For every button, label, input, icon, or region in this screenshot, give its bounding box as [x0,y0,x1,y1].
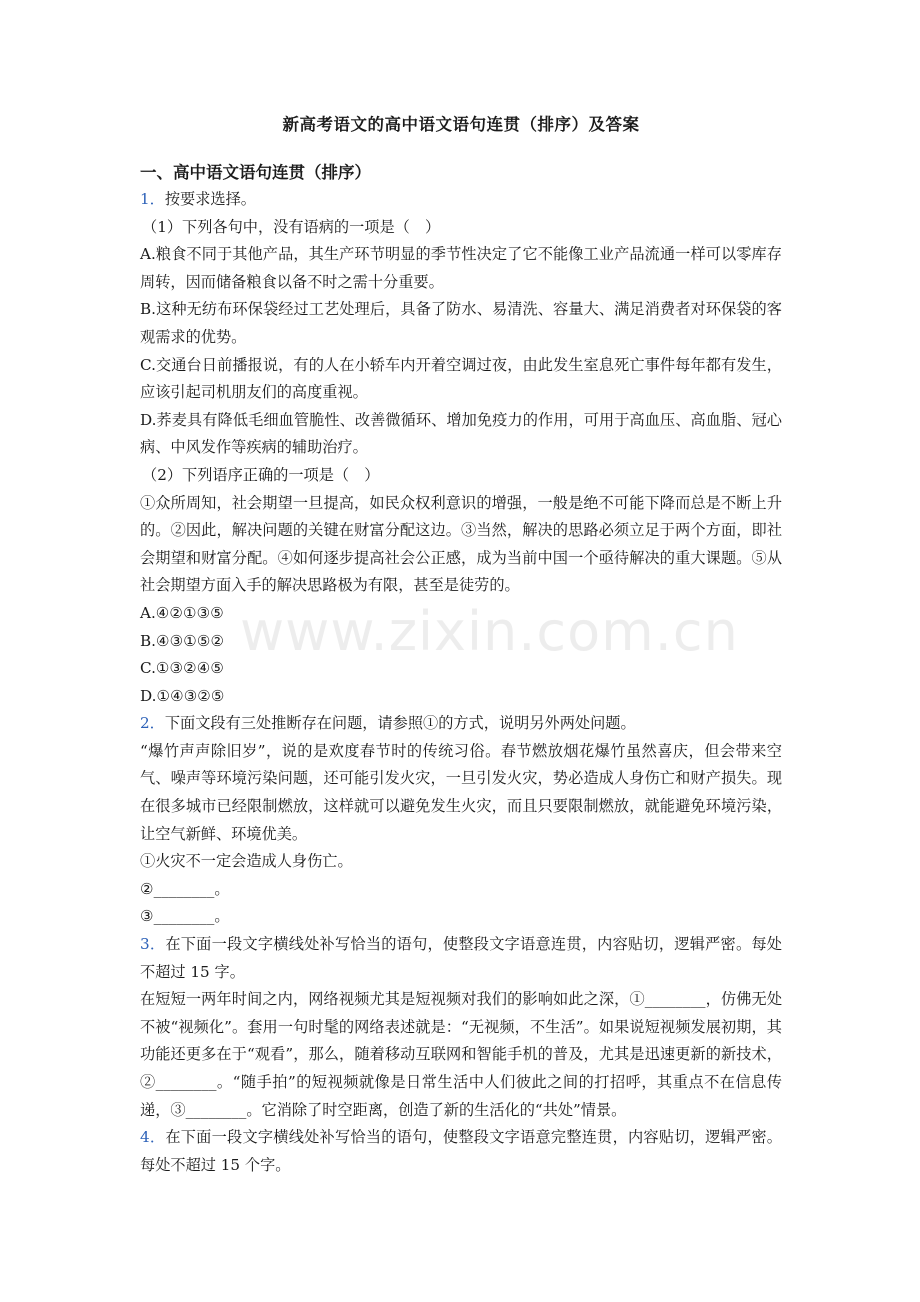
q1-choice-b: B.④③①⑤② [140,631,225,650]
q1-option-b: B.这种无纺布环保袋经过工艺处理后，具备了防水、易清洗、容量大、满足消费者对环保袋的客观需求的优势。 [140,300,782,346]
question-2-stem [140,710,782,738]
q3-passage: 在短短一两年时间之内，网络视频尤其是短视频对我们的影响如此之深，①________，仿佛无处不被“视频化”。套用一句时髦的网络表述就是：“无视频，不生活”。如果说短视频发展初期，其功能还更多在于“观看”，那么，随着移动互联网和智能手机的普及，尤其是迅速更新的新技术，②________。“随手拍”的短视频就像是日常生活中人们彼此之间的打招呼，其重点不在信息传递，③________。它消除了时空距离，创造了新的生活化的“共处”情景。 [140,990,782,1119]
question-text: 下面文段有三处推断存在问题，请参照①的方式，说明另外两处问题。 [164,714,636,733]
q1-option-a: A.粮食不同于其他产品，其生产环节明显的季节性决定了它不能像工业产品流通一样可以零库存周转，因而储备粮食以备不时之需十分重要。 [140,245,782,291]
question-number: 3． [140,935,166,954]
document-page [140,110,782,1179]
q1-option-d: D.荞麦具有降低毛细血管脆性、改善微循环、增加免疫力的作用，可用于高血压、高血脂、冠心病、中风发作等疾病的辅助治疗。 [140,410,782,457]
question-number: 2． [140,714,165,733]
question-number: 1． [140,190,165,208]
question-1-stem [140,186,782,214]
document-title: 新高考语文的高中语文语句连贯（排序）及答案 [282,115,640,134]
q1-choice-c: C.①③②④⑤ [140,659,224,678]
q1-passage: ①众所周知，社会期望一旦提高，如民众权利意识的增强，一般是绝不可能下降而总是不断上升的。②因此，解决问题的关键在财富分配这边。③当然，解决的思路必须立足于两个方面，即社会期望和财富分配。④如何逐步提高社会公正感，成为当前中国一个亟待解决的重大课题。⑤从社会期望方面入手的解决思路极为有限，甚至是徒劳的。 [140,493,782,595]
question-1-sub1: （1）下列各句中，没有语病的一项是（ ） [142,217,441,236]
question-number: 4． [140,1128,166,1147]
question-text: 按要求选择。 [164,190,256,208]
q2-item-1: ①火灾不一定会造成人身伤亡。 [140,852,353,871]
question-text: 在下面一段文字横线处补写恰当的语句，使整段文字语意连贯，内容贴切，逻辑严密。每处不超过 15 字。 [140,935,782,981]
q2-item-2: ②________。 [140,879,230,898]
q2-item-3: ③________。 [140,907,230,926]
question-1-sub2: （2）下列语序正确的一项是（ ） [142,465,380,484]
question-4-stem [140,1124,782,1179]
q1-choice-d: D.①④③②⑤ [140,686,225,705]
question-3-stem [140,931,782,986]
q1-option-c: C.交通台日前播报说，有的人在小轿车内开着空调过夜，由此发生室息死亡事件每年都有发生，应该引起司机朋友们的高度重视。 [140,355,782,402]
q2-passage: “爆竹声声除旧岁”，说的是欢度春节时的传统习俗。春节燃放烟花爆竹虽然喜庆，但会带来空气、噪声等环境污染问题，还可能引发火灾，一旦引发火灾，势必造成人身伤亡和财产损失。现在很多城市已经限制燃放，这样就可以避免发生火灾，而且只要限制燃放，就能避免环境污染，让空气新鲜、环境优美。 [140,741,782,843]
section-heading: 一、高中语文语句连贯（排序） [140,163,371,182]
q1-choice-a: A.④②①③⑤ [140,603,224,622]
question-text: 在下面一段文字横线处补写恰当的语句，使整段文字语意完整连贯，内容贴切，逻辑严密。每处不超过 15 个字。 [140,1128,782,1174]
watermark: www.zixin.com.cn [240,600,739,663]
